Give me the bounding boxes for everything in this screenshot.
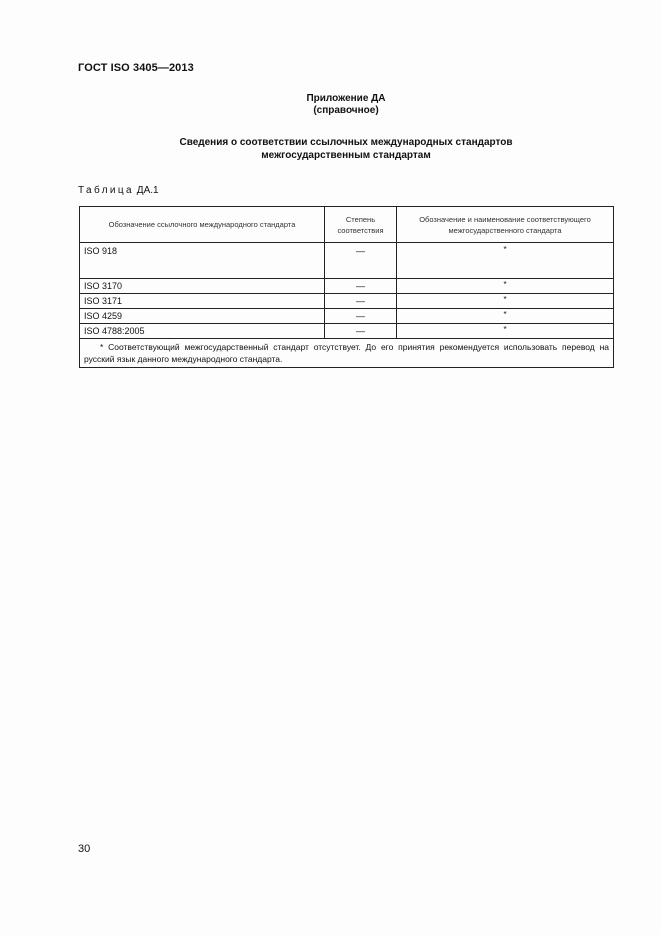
table-header-row — [80, 207, 614, 243]
table-caption-number: ДА.1 — [134, 185, 159, 196]
degree-cell: — — [356, 311, 365, 321]
page-number: 30 — [78, 843, 91, 855]
reference-cell: ISO 3171 — [80, 294, 325, 309]
table-row — [80, 279, 614, 294]
table-row — [80, 309, 614, 324]
reference-cell: ISO 4788:2005 — [80, 324, 325, 339]
national-cell: * — [503, 280, 507, 289]
reference-cell: ISO 918 — [80, 243, 325, 279]
document-code: ГОСТ ISO 3405—2013 — [78, 62, 194, 74]
column-header-national: Обозначение и наименование соответствующего межгосударственного стандарта — [397, 207, 614, 243]
appendix-title: Приложение ДА — [306, 93, 386, 104]
standards-table — [79, 206, 614, 368]
table-caption-word: Таблица — [78, 185, 135, 196]
section-heading — [0, 136, 661, 162]
section-heading-line-2: межгосударственным стандартам — [261, 150, 431, 161]
appendix-header — [0, 93, 661, 117]
table-footnote-row — [80, 339, 614, 368]
degree-cell: — — [356, 246, 365, 256]
degree-cell: — — [356, 281, 365, 291]
table-row — [80, 243, 614, 279]
national-cell: * — [503, 295, 507, 304]
section-heading-line-1: Сведения о соответствии ссылочных международных стандартов — [179, 137, 513, 148]
column-header-reference: Обозначение ссылочного международного стандарта — [80, 207, 325, 243]
national-cell: * — [503, 310, 507, 319]
column-header-degree: Степень соответствия — [325, 207, 397, 243]
table-row — [80, 294, 614, 309]
degree-cell: — — [356, 296, 365, 306]
reference-cell: ISO 3170 — [80, 279, 325, 294]
national-cell: * — [503, 325, 507, 334]
table-footnote: * Соответствующий межгосударственный стандарт отсутствует. До его принятия рекомендуется использовать перевод на русский язык данного международного стандарта. — [80, 339, 614, 368]
appendix-subtitle: (справочное) — [313, 105, 379, 116]
degree-cell: — — [356, 326, 365, 336]
national-cell: * — [503, 245, 507, 254]
reference-cell: ISO 4259 — [80, 309, 325, 324]
table-caption — [78, 185, 159, 196]
table-row — [80, 324, 614, 339]
